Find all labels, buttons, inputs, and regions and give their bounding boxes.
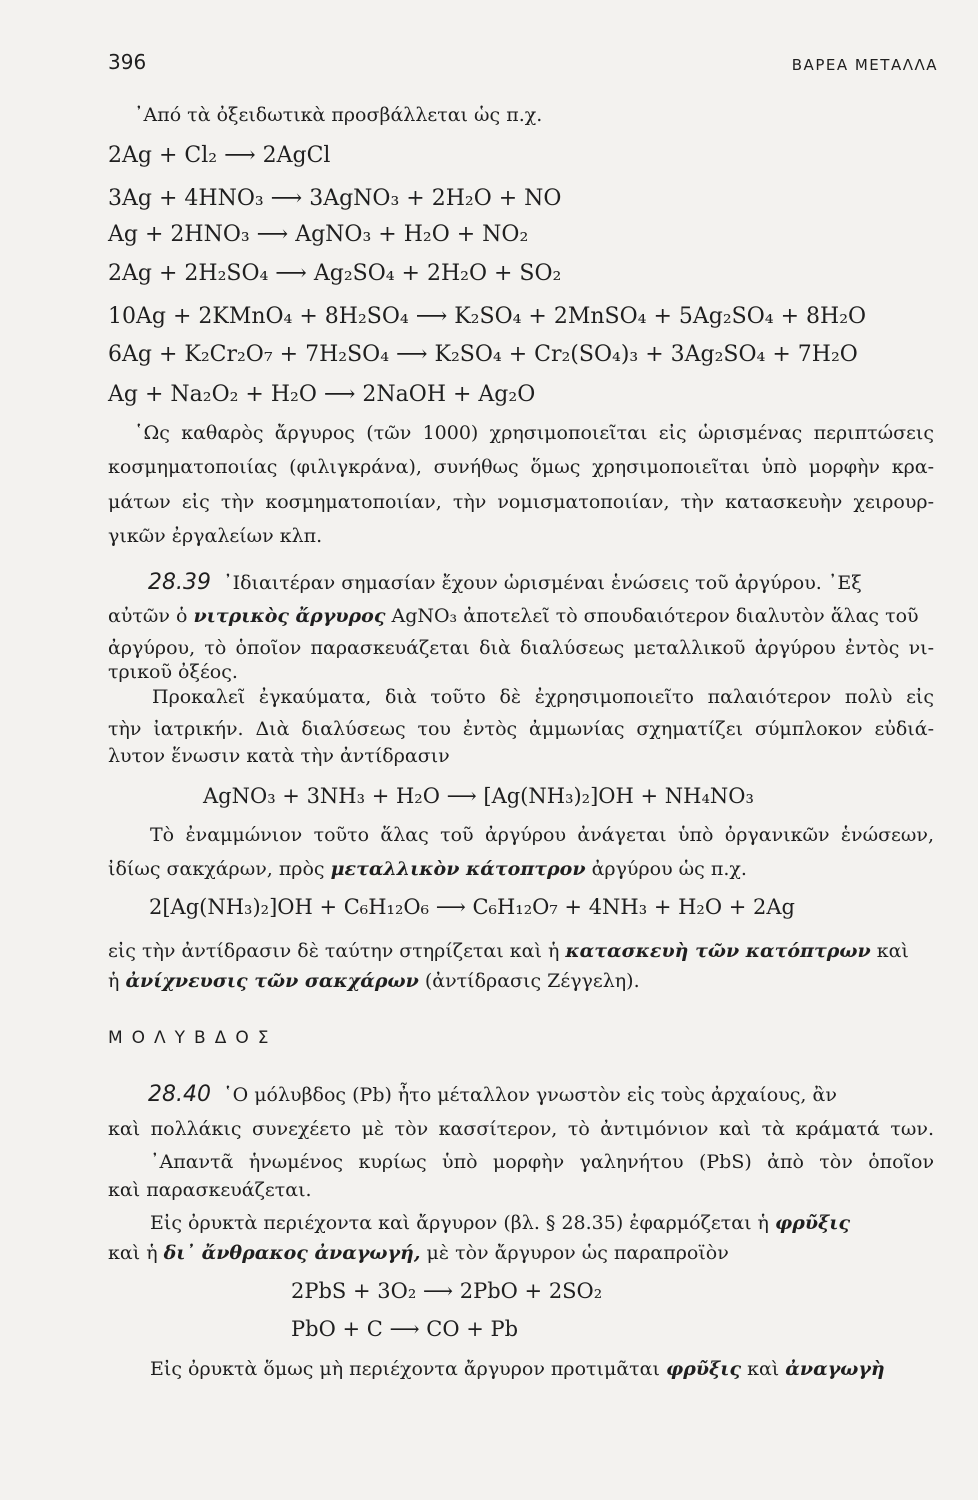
emphasis-term: δι᾿ ἄνθρακος ἀναγωγή, bbox=[163, 1242, 421, 1264]
paragraph-line: κοσμηματοποιίας (φιλιγκράνα), συνήθως ὅμως χρησιμοποιεῖται ὑπὸ μορφὴν κρα- bbox=[108, 456, 934, 478]
section-number: 28.40 bbox=[148, 1082, 211, 1107]
paragraph-line: ἰδίως σακχάρων, πρὸς μεταλλικὸν κάτοπτρον ἀργύρου ὡς π.χ. bbox=[108, 858, 747, 880]
paragraph-line: αὐτῶν ὁ νιτρικὸς ἄργυρος AgNO₃ ἀποτελεῖ τὸ σπουδαιότερον διαλυτὸν ἅλας τοῦ bbox=[108, 605, 919, 627]
paragraph-line: ἀργύρου, τὸ ὁποῖον παρασκευάζεται διὰ διαλύσεως μεταλλικοῦ ἀργύρου ἐντὸς νι- bbox=[108, 637, 934, 659]
emphasis-term: ἀναγωγὴ bbox=[785, 1358, 885, 1380]
section-heading: ΜΟΛΥΒΔΟΣ bbox=[108, 1028, 278, 1048]
page-number: 396 bbox=[108, 50, 147, 74]
reaction-line: 2Ag + 2H₂SO₄ ⟶ Ag₂SO₄ + 2H₂O + SO₂ bbox=[108, 261, 562, 286]
page-header bbox=[108, 50, 938, 80]
emphasis-term: φρῦξις bbox=[775, 1212, 851, 1234]
paragraph-line: ᾿Απαντᾶ ἡνωμένος κυρίως ὑπὸ μορφὴν γαληνήτου (PbS) ἀπὸ τὸν ὁποῖον bbox=[150, 1151, 934, 1173]
equation-line: 2PbS + 3O₂ ⟶ 2PbO + 2SO₂ bbox=[291, 1279, 603, 1303]
paragraph-line: μάτων εἰς τὴν κοσμηματοποιίαν, τὴν νομισματοποιίαν, τὴν κατασκευὴν χειρουρ- bbox=[108, 491, 934, 513]
paragraph-line: Προκαλεῖ ἐγκαύματα, διὰ τοῦτο δὲ ἐχρησιμοποιεῖτο παλαιότερον πολὺ εἰς bbox=[152, 686, 934, 708]
paragraph-line: ἡ ἀνίχνευσις τῶν σακχάρων (ἀντίδρασις Ζέγγελη). bbox=[108, 970, 640, 992]
section-number: 28.39 bbox=[148, 570, 211, 595]
reaction-line: Ag + 2HNO₃ ⟶ AgNO₃ + H₂O + NO₂ bbox=[108, 222, 529, 247]
reaction-line: 10Ag + 2KMnO₄ + 8H₂SO₄ ⟶ K₂SO₄ + 2MnSO₄ + 5Ag₂SO₄ + 8H₂O bbox=[108, 304, 867, 329]
running-title: ΒΑΡΕΑ ΜΕΤΑΛΛΑ bbox=[791, 56, 938, 74]
reaction-line: 3Ag + 4HNO₃ ⟶ 3AgNO₃ + 2H₂O + NO bbox=[108, 186, 562, 211]
paragraph-line: καὶ πολλάκις συνεχέετο μὲ τὸν κασσίτερον, τὸ ἀντιμόνιον καὶ τὰ κράματά των. bbox=[108, 1118, 934, 1140]
reaction-line: 6Ag + K₂Cr₂O₇ + 7H₂SO₄ ⟶ K₂SO₄ + Cr₂(SO₄)₃ + 3Ag₂SO₄ + 7H₂O bbox=[108, 342, 858, 367]
reaction-line: Ag + Na₂O₂ + H₂O ⟶ 2NaOH + Ag₂O bbox=[108, 382, 536, 407]
paragraph-line: τρικοῦ ὀξέος. bbox=[108, 661, 238, 683]
paragraph-line: ῾Ως καθαρὸς ἄργυρος (τῶν 1000) χρησιμοποιεῖται εἰς ὡρισμένας περιπτώσεις bbox=[134, 422, 934, 444]
equation-line: 2[Ag(NH₃)₂]OH + C₆H₁₂O₆ ⟶ C₆H₁₂O₇ + 4NH₃ + H₂O + 2Ag bbox=[149, 895, 795, 919]
emphasis-term: φρῦξις bbox=[666, 1358, 742, 1380]
paragraph-line: γικῶν ἐργαλείων κλπ. bbox=[108, 525, 323, 547]
paragraph-line: Εἰς ὀρυκτὰ περιέχοντα καὶ ἄργυρον (βλ. § 28.35) ἐφαρμόζεται ἡ φρῦξις bbox=[150, 1212, 851, 1234]
section-28-39-line: 28.39 ᾿Ιδιαιτέραν σημασίαν ἔχουν ὡρισμέναι ἑνώσεις τοῦ ἀργύρου. ᾿Εξ bbox=[148, 570, 862, 595]
paragraph-line: Τὸ ἐναμμώνιον τοῦτο ἅλας τοῦ ἀργύρου ἀνάγεται ὑπὸ ὀργανικῶν ἑνώσεων, bbox=[150, 824, 934, 846]
paragraph-line: λυτον ἕνωσιν κατὰ τὴν ἀντίδρασιν bbox=[108, 745, 450, 767]
equation-line: AgNO₃ + 3NH₃ + H₂O ⟶ [Ag(NH₃)₂]OH + NH₄NO₃ bbox=[203, 784, 754, 808]
emphasis-term: ἀνίχνευσις τῶν σακχάρων bbox=[125, 970, 419, 992]
intro-line: ᾿Από τὰ ὀξειδωτικὰ προσβάλλεται ὡς π.χ. bbox=[134, 104, 543, 126]
emphasis-term: νιτρικὸς ἄργυρος bbox=[193, 605, 386, 627]
paragraph-line: καὶ παρασκευάζεται. bbox=[108, 1179, 312, 1201]
paragraph-line: τὴν ἰατρικήν. Διὰ διαλύσεως του ἐντὸς ἀμμωνίας σχηματίζει σύμπλοκον εὐδιά- bbox=[108, 718, 934, 740]
emphasis-term: μεταλλικὸν κάτοπτρον bbox=[330, 858, 586, 880]
paragraph-line: Εἰς ὀρυκτὰ ὅμως μὴ περιέχοντα ἄργυρον προτιμᾶται φρῦξις καὶ ἀναγωγὴ bbox=[150, 1358, 885, 1380]
paragraph-line: καὶ ἡ δι᾿ ἄνθρακος ἀναγωγή, μὲ τὸν ἄργυρον ὡς παραπροϊὸν bbox=[108, 1242, 729, 1264]
emphasis-term: κατασκευὴ τῶν κατόπτρων bbox=[565, 940, 871, 962]
equation-line: PbO + C ⟶ CO + Pb bbox=[291, 1317, 519, 1341]
reaction-line: 2Ag + Cl₂ ⟶ 2AgCl bbox=[108, 143, 331, 168]
section-28-40-line: 28.40 ῾Ο μόλυβδος (Pb) ἦτο μέταλλον γνωστὸν εἰς τοὺς ἀρχαίους, ἂν bbox=[148, 1082, 837, 1107]
paragraph-line: εἰς τὴν ἀντίδρασιν δὲ ταύτην στηρίζεται καὶ ἡ κατασκευὴ τῶν κατόπτρων καὶ bbox=[108, 940, 909, 962]
